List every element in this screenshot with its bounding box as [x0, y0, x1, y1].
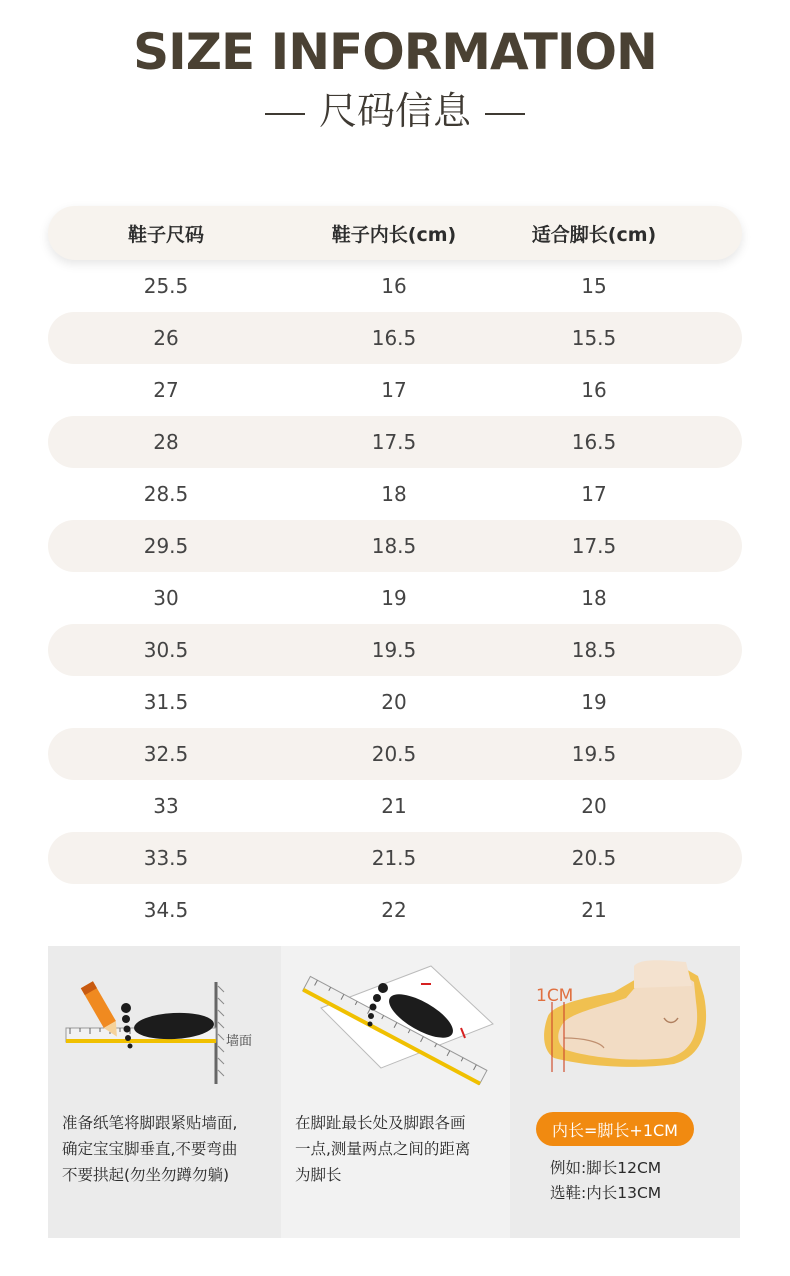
cell-shoe-size: 29.5: [143, 534, 189, 558]
cell-shoe-size: 28: [153, 430, 179, 454]
size-table: [48, 206, 742, 936]
cell-foot-length: 20: [581, 794, 607, 818]
cell-foot-length: 15.5: [571, 326, 617, 350]
wall-label: 墙面: [226, 1034, 253, 1049]
cell-shoe-size: 33: [153, 794, 179, 818]
table-row: [48, 572, 742, 624]
title-chinese-text: 尺码信息: [318, 89, 471, 133]
step-3-line: 选鞋:内长13CM: [550, 1184, 662, 1202]
cell-foot-length: 19.5: [571, 742, 617, 766]
table-row: [48, 728, 742, 780]
step-1-line: 不要拱起(勿坐勿蹲勿躺): [62, 1166, 230, 1184]
table-row: [48, 884, 742, 936]
paper-measure-illustration: [281, 946, 510, 1096]
table-row: [48, 416, 742, 468]
size-table-body: [48, 260, 742, 936]
cell-inner-length: 21: [381, 794, 407, 818]
step-2-line: 在脚趾最长处及脚跟各画: [295, 1114, 466, 1132]
cell-inner-length: 20: [381, 690, 407, 714]
measure-guide: [48, 946, 740, 1238]
step-3-text: [550, 1156, 760, 1206]
cell-inner-length: 22: [381, 898, 407, 922]
table-row: [48, 624, 742, 676]
cell-shoe-size: 28.5: [143, 482, 189, 506]
step-3-line: 例如:脚长12CM: [550, 1159, 662, 1177]
cell-shoe-size: 32.5: [143, 742, 189, 766]
cell-inner-length: 16: [381, 274, 407, 298]
cell-shoe-size: 27: [153, 378, 179, 402]
cell-shoe-size: 30.5: [143, 638, 189, 662]
cell-foot-length: 16.5: [571, 430, 617, 454]
table-row: [48, 312, 742, 364]
wall-measure-illustration: [48, 946, 278, 1096]
cell-shoe-size: 30: [153, 586, 179, 610]
title-chinese: [0, 86, 790, 136]
title-english: SIZE INFORMATION: [133, 23, 657, 81]
cell-foot-length: 17: [581, 482, 607, 506]
step-2-line: 一点,测量两点之间的距离: [295, 1140, 471, 1158]
cell-inner-length: 18.5: [371, 534, 417, 558]
cell-inner-length: 17.5: [371, 430, 417, 454]
cell-foot-length: 18.5: [571, 638, 617, 662]
cell-inner-length: 17: [381, 378, 407, 402]
step-1-line: 准备纸笔将脚跟紧贴墙面,: [62, 1114, 238, 1132]
size-table-header: [48, 206, 742, 260]
cell-inner-length: 21.5: [371, 846, 417, 870]
foot-in-shoe-illustration: [514, 946, 740, 1096]
cell-shoe-size: 26: [153, 326, 179, 350]
cell-foot-length: 18: [581, 586, 607, 610]
cell-foot-length: 16: [581, 378, 607, 402]
cell-shoe-size: 25.5: [143, 274, 189, 298]
step-2-line: 为脚长: [295, 1166, 342, 1184]
table-row: [48, 832, 742, 884]
cell-inner-length: 16.5: [371, 326, 417, 350]
table-row: [48, 364, 742, 416]
step-1-text: [62, 1110, 272, 1188]
step-2-text: [295, 1110, 505, 1188]
table-row: [48, 468, 742, 520]
header-foot-length: 适合脚长(cm): [531, 223, 657, 246]
table-row: [48, 520, 742, 572]
cell-inner-length: 20.5: [371, 742, 417, 766]
table-row: [48, 780, 742, 832]
table-row: [48, 260, 742, 312]
header-inner-length: 鞋子内长(cm): [331, 223, 457, 246]
cell-foot-length: 20.5: [571, 846, 617, 870]
cell-inner-length: 19: [381, 586, 407, 610]
table-row: [48, 676, 742, 728]
gap-label: 1CM: [536, 986, 574, 1006]
cell-foot-length: 17.5: [571, 534, 617, 558]
step-1-line: 确定宝宝脚垂直,不要弯曲: [62, 1140, 238, 1158]
formula-badge: 内长=脚长+1CM: [536, 1112, 694, 1146]
cell-foot-length: 21: [581, 898, 607, 922]
cell-shoe-size: 31.5: [143, 690, 189, 714]
title-dash-left: [265, 113, 305, 115]
guide-step-2: [281, 946, 510, 1238]
header-shoe-size: 鞋子尺码: [127, 223, 204, 246]
cell-inner-length: 19.5: [371, 638, 417, 662]
cell-shoe-size: 34.5: [143, 898, 189, 922]
guide-step-3: [514, 946, 740, 1238]
title-dash-right: [485, 113, 525, 115]
cell-shoe-size: 33.5: [143, 846, 189, 870]
guide-step-1: [48, 946, 278, 1238]
cell-inner-length: 18: [381, 482, 407, 506]
cell-foot-length: 15: [581, 274, 607, 298]
cell-foot-length: 19: [581, 690, 607, 714]
